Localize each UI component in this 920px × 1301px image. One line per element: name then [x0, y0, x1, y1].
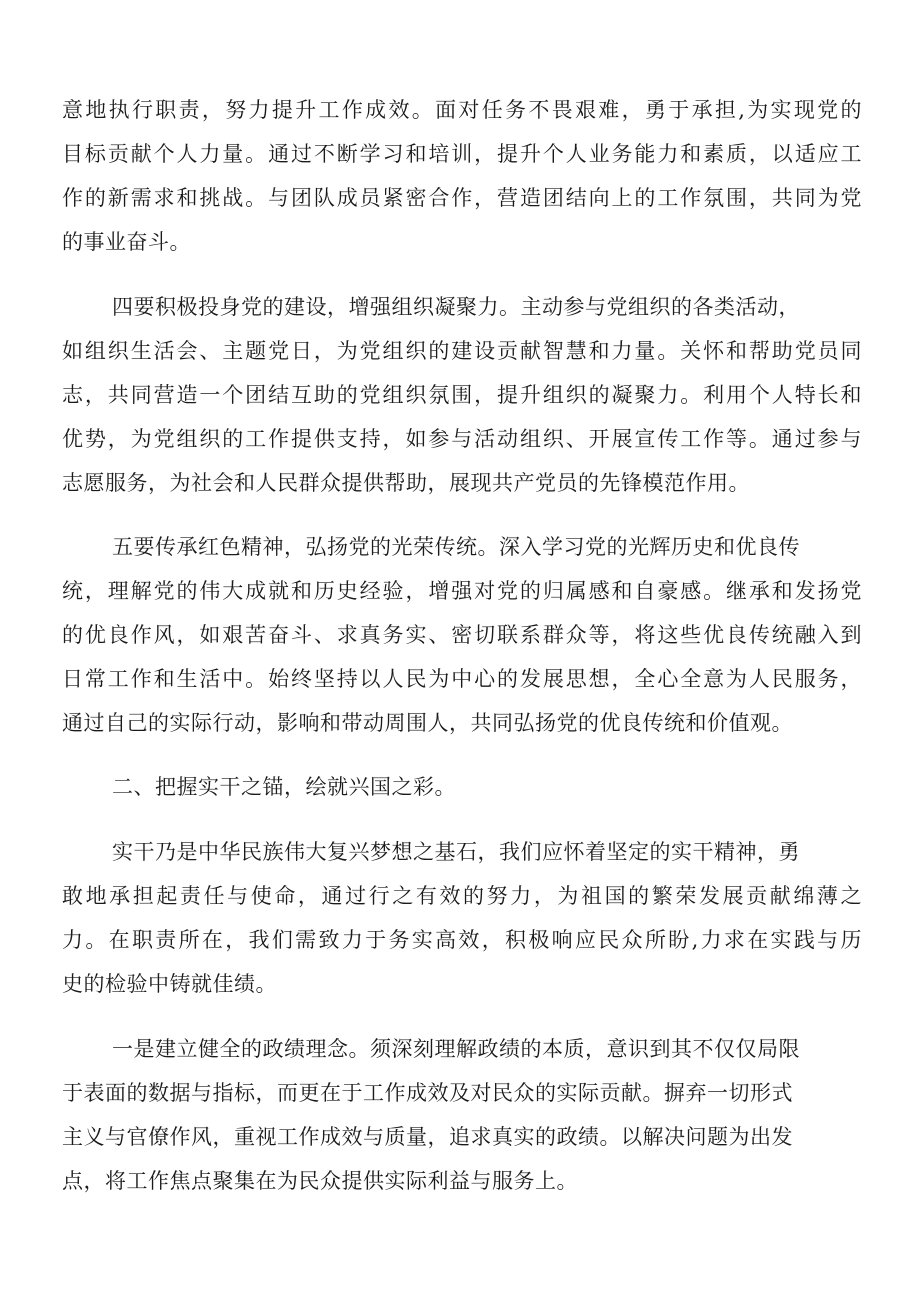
text-line: 的事业奋斗。: [62, 230, 191, 254]
text-line: 点，将工作焦点聚集在为民众提供实际利益与服务上。: [62, 1169, 578, 1193]
text-line: 实干乃是中华民族伟大复兴梦想之基石，我们应怀着坚定的实干精神，勇: [112, 840, 800, 864]
text-line: 志，共同营造一个团结互助的党组织氛围，提升组织的凝聚力。利用个人特长和: [62, 383, 862, 407]
text-line: 如组织生活会、主题党日，为党组织的建设贡献智慧和力量。关怀和帮助党员同: [62, 339, 862, 363]
paragraph-performance-concept: [62, 1027, 862, 1203]
text-line: 优势，为党组织的工作提供支持，如参与活动组织、开展宣传工作等。通过参与: [62, 427, 862, 451]
text-line: 一是建立健全的政绩理念。须深刻理解政绩的本质，意识到其不仅仅局限: [112, 1037, 800, 1061]
text-line: 史的检验中铸就佳绩。: [62, 972, 277, 996]
text-line: 通过自己的实际行动，影响和带动周围人，共同弘扬党的优良传统和价值观。: [62, 711, 793, 735]
text-line: 力。在职责所在，我们需致力于务实高效，积极响应民众所盼,力求在实践与历: [62, 928, 862, 952]
text-line: 目标贡献个人力量。通过不断学习和培训，提升个人业务能力和素质，以适应工: [62, 142, 862, 166]
text-line: 统，理解党的伟大成就和历史经验，增强对党的归属感和自豪感。继承和发扬党: [62, 579, 862, 603]
paragraph-duty: [62, 88, 862, 264]
text-line: 四要积极投身党的建设，增强组织凝聚力。主动参与党组织的各类活动，: [112, 295, 800, 319]
text-line: 主义与官僚作风，重视工作成效与质量，追求真实的政绩。以解决问题为出发: [62, 1125, 793, 1149]
text-line: 五要传承红色精神，弘扬党的光荣传统。深入学习党的光辉历史和优良传: [112, 535, 800, 559]
text-line: 日常工作和生活中。始终坚持以人民为中心的发展思想，全心全意为人民服务，: [62, 667, 862, 691]
section-heading: [62, 765, 862, 809]
text-line: 意地执行职责，努力提升工作成效。面对任务不畏艰难，勇于承担,为实现党的: [62, 98, 862, 122]
text-line: 于表面的数据与指标，而更在于工作成效及对民众的实际贡献。摒弃一切形式: [62, 1081, 793, 1105]
text-line: 作的新需求和挑战。与团队成员紧密合作，营造团结向上的工作氛围，共同为党: [62, 186, 862, 210]
paragraph-red-spirit: [62, 525, 862, 745]
paragraph-practical-work: [62, 830, 862, 1006]
text-line: 敢地承担起责任与使命，通过行之有效的努力，为祖国的繁荣发展贡献绵薄之: [62, 884, 862, 908]
text-line: 志愿服务，为社会和人民群众提供帮助，展现共产党员的先锋模范作用。: [62, 471, 750, 495]
heading-line: 二、把握实干之锚，绘就兴国之彩。: [112, 775, 456, 799]
text-line: 的优良作风，如艰苦奋斗、求真务实、密切联系群众等，将这些优良传统融入到: [62, 623, 862, 647]
paragraph-party-building: [62, 285, 862, 505]
